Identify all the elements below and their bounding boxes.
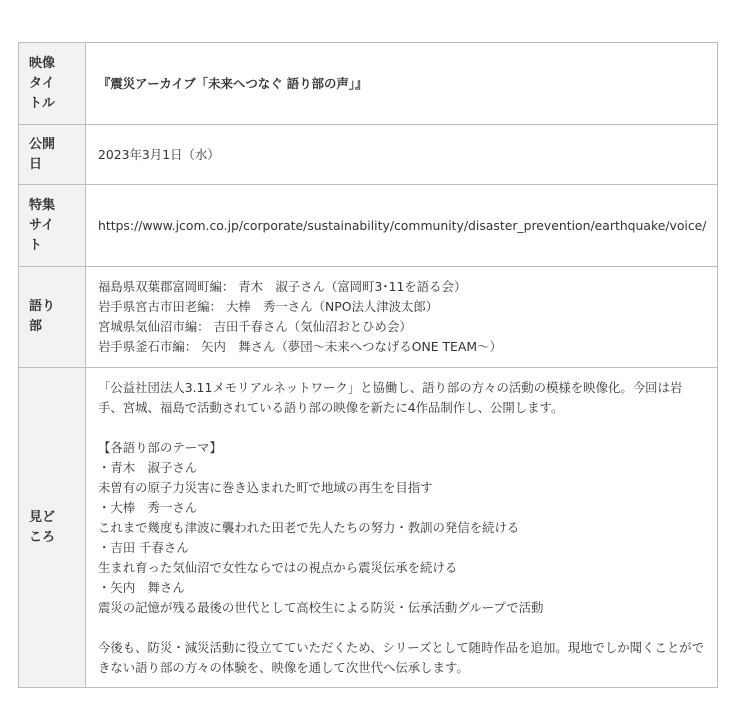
storytellers-list	[86, 267, 718, 368]
theme-line: ・大棒 秀一さん	[98, 499, 198, 515]
spacer	[98, 618, 717, 638]
theme-line: ・青木 淑子さん	[98, 459, 198, 475]
storyteller-line: 岩手県宮古市田老編： 大棒 秀一さん（NPO法人津波太郎）	[98, 299, 439, 314]
row-header-site: 特集サイト	[19, 185, 86, 267]
theme-line: 震災の記憶が残る最後の世代として高校生による防災・伝承活動グループで活動	[98, 599, 544, 615]
table-row	[19, 368, 718, 688]
highlights-content	[86, 368, 718, 688]
row-header-storytellers: 語り部	[19, 267, 86, 368]
theme-line: ・矢内 舞さん	[98, 579, 185, 595]
highlights-intro: 「公益社団法人3.11メモリアルネットワーク」と協働し、語り部の方々の活動の模様を映像化。今回は岩手、宮城、福島で活動されている語り部の映像を新たに4作品制作し、公開します。	[98, 379, 683, 415]
table-row	[19, 43, 718, 125]
themes-heading: 【各語り部のテーマ】	[98, 439, 222, 455]
storyteller-line: 福島県双葉郡富岡町編： 青木 淑子さん（富岡町3･11を語る会）	[98, 279, 467, 294]
release-date: 2023年3月1日（水）	[86, 125, 718, 185]
theme-line: ・吉田 千春さん	[98, 539, 189, 555]
storyteller-line: 岩手県釜石市編： 矢内 舞さん（夢団～未来へつなげるONE TEAM～）	[98, 339, 502, 354]
highlights-closing: 今後も、防災・減災活動に役立てていただくため、シリーズとして随時作品を追加。現地でしか聞くことができない語り部の方々の体験を、映像を通して次世代へ伝承します。	[98, 639, 705, 675]
video-title: 『震災アーカイブ「未来へつなぐ 語り部の声」』	[86, 43, 718, 125]
theme-line: これまで幾度も津波に襲われた田老で先人たちの努力・教訓の発信を続ける	[98, 519, 520, 535]
row-header-release: 公開日	[19, 125, 86, 185]
row-header-title: 映像タイトル	[19, 43, 86, 125]
table-row	[19, 185, 718, 267]
site-url	[86, 185, 718, 267]
table-row	[19, 125, 718, 185]
table-row	[19, 267, 718, 368]
site-url-text: https://www.jcom.co.jp/corporate/sustainability/community/disaster_prevention/earthquake/voice/	[98, 217, 707, 233]
row-header-highlights: 見どころ	[19, 368, 86, 688]
theme-line: 未曽有の原子力災害に巻き込まれた町で地域の再生を目指す	[98, 479, 433, 495]
info-table	[18, 42, 718, 688]
theme-line: 生まれ育った気仙沼で女性ならではの視点から震災伝承を続ける	[98, 559, 458, 575]
storyteller-line: 宮城県気仙沼市編： 吉田千春さん（気仙沼おとひめ会）	[98, 319, 412, 334]
spacer	[98, 418, 717, 438]
